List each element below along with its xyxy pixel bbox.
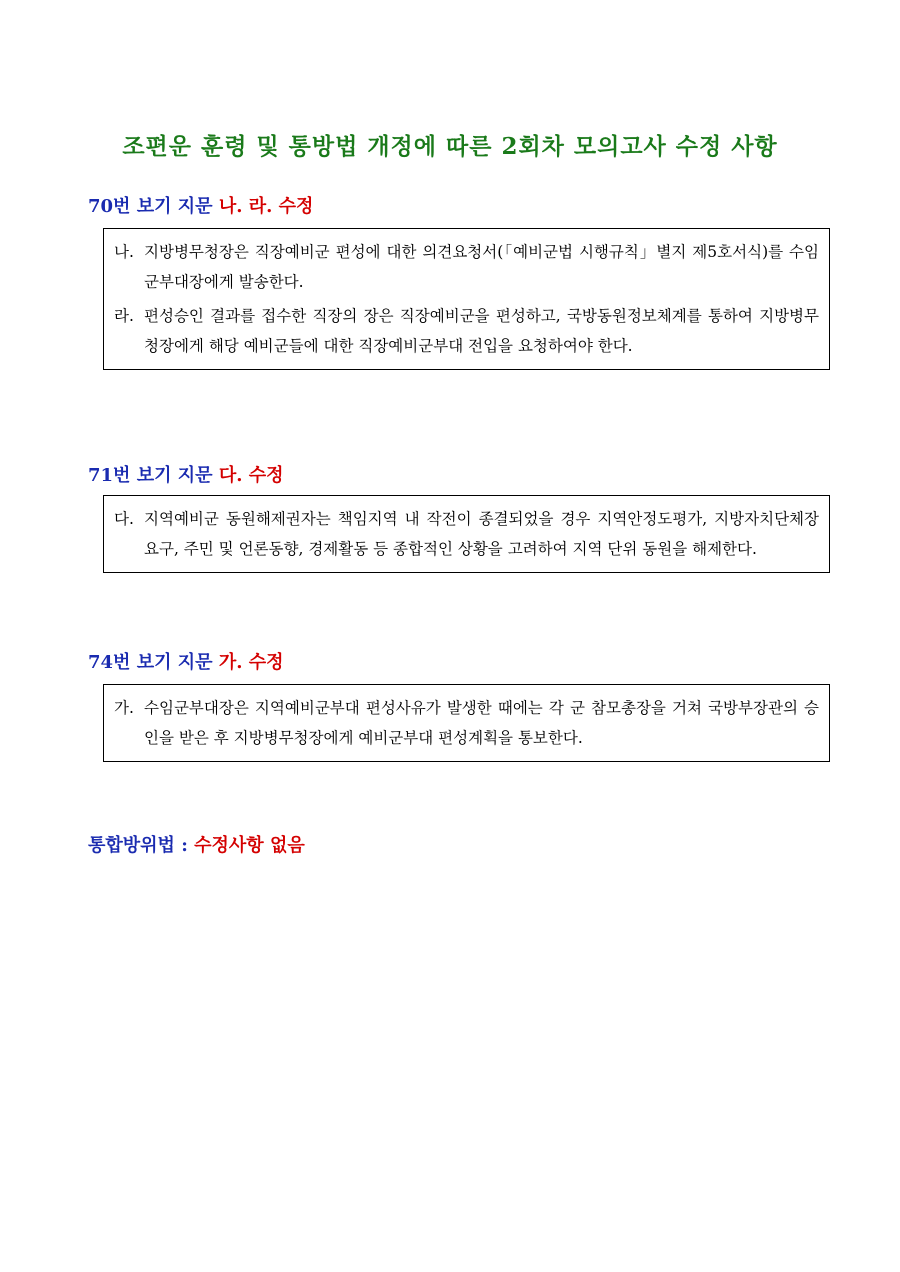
footer-label: 통합방위법 : bbox=[88, 835, 188, 856]
item-text: 편성승인 결과를 접수한 직장의 장은 직장예비군을 편성하고, 국방동원정보체계를 통하여 지방병무청장에게 해당 예비군들에 대한 직장예비군부대 전입을 요청하여야 한다. bbox=[144, 307, 819, 355]
section-heading-highlight: 가. 수정 bbox=[218, 652, 284, 673]
page-title: 조편운 훈령 및 통방법 개정에 따른 2회차 모의고사 수정 사항 bbox=[122, 133, 778, 160]
item-text: 지역예비군 동원해제권자는 책임지역 내 작전이 종결되었을 경우 지역안정도평가, 지방자치단체장 요구, 주민 및 언론동향, 경제활동 등 종합적인 상황을 고려하여 지역 단위 동원을 해제한다. bbox=[144, 510, 819, 558]
section-box-70 bbox=[103, 228, 830, 370]
item-mark: 가. bbox=[114, 699, 134, 717]
section-heading-highlight: 다. 수정 bbox=[218, 465, 284, 486]
item-text: 수임군부대장은 지역예비군부대 편성사유가 발생한 때에는 각 군 참모총장을 거쳐 국방부장관의 승인을 받은 후 지방병무청장에게 예비군부대 편성계획을 통보한다. bbox=[144, 699, 819, 747]
section-heading-prefix: 74번 보기 지문 bbox=[88, 652, 213, 673]
footer-note bbox=[88, 831, 305, 857]
item-mark: 나. bbox=[114, 243, 134, 261]
section-box-74 bbox=[103, 684, 830, 762]
list-item bbox=[114, 301, 819, 361]
list-item bbox=[114, 504, 819, 564]
section-box-71 bbox=[103, 495, 830, 573]
section-heading-74 bbox=[88, 648, 284, 674]
item-mark: 다. bbox=[114, 510, 134, 528]
section-heading-71 bbox=[88, 461, 284, 487]
section-heading-prefix: 70번 보기 지문 bbox=[88, 196, 213, 217]
list-item bbox=[114, 237, 819, 297]
item-text: 지방병무청장은 직장예비군 편성에 대한 의견요청서(「예비군법 시행규칙」별지 제5호서식)를 수임군부대장에게 발송한다. bbox=[144, 243, 819, 291]
footer-highlight: 수정사항 없음 bbox=[194, 835, 305, 856]
list-item bbox=[114, 693, 819, 753]
section-heading-70 bbox=[88, 192, 313, 218]
section-heading-highlight: 나. 라. 수정 bbox=[218, 196, 314, 217]
item-mark: 라. bbox=[114, 307, 134, 325]
section-heading-prefix: 71번 보기 지문 bbox=[88, 465, 213, 486]
